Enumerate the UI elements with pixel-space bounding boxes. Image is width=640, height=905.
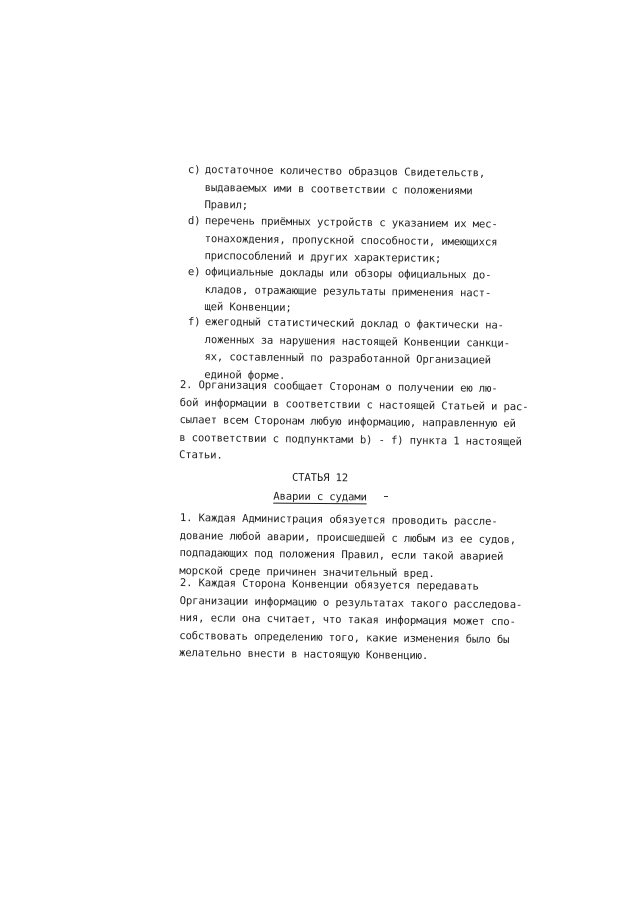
item-label-d: d) <box>187 214 201 228</box>
paragraph-2-line-3: сылает всем Сторонам любую информацию, направленную ей <box>179 413 516 431</box>
paragraph-2-line-4: в соответствии с подпунктами b) - f) пункта 1 настоящей <box>179 431 522 448</box>
item-label-f: f) <box>187 315 201 329</box>
item-c-line-3: Правил; <box>204 198 249 212</box>
item-f-line-4: единой форме. <box>204 368 286 382</box>
item-d-text <box>204 213 497 269</box>
item-f-line-3: ях, составленный по разработанной Организацией <box>204 350 492 367</box>
article-paragraph-1-line-3: подпадающих под положения Правил, если такой аварией <box>179 546 504 563</box>
item-label-c: c) <box>187 163 201 177</box>
article-paragraph-1-line-2: дование любой аварии, происшедшей с любым из ее судов, <box>179 529 517 546</box>
item-d-line-2: тонахождения, пропускной способности, имеющихся <box>204 232 498 249</box>
paragraph-2-line-5: Статьи. <box>178 448 223 462</box>
stray-dash-mark <box>384 496 388 497</box>
article-paragraph-1 <box>179 510 516 584</box>
paragraph-2-line-1: 2. Организация сообщает Сторонам о получении ею лю- <box>179 378 498 395</box>
paragraph-2 <box>179 377 529 469</box>
article-paragraph-1-line-4: морской среде причинен значительный вред. <box>179 564 435 580</box>
item-f-text <box>204 314 510 388</box>
item-c-text <box>204 162 485 218</box>
article-paragraph-2-line-1: 2. Каждая Сторона Конвенции обязуется передавать <box>179 576 479 593</box>
article-subheading: Аварии с судами <box>273 490 367 504</box>
item-f-line-1: ежегодный статистический доклад о фактически на- <box>204 315 504 332</box>
item-d-line-1: перечень приёмных устройств с указанием их мес- <box>204 214 498 231</box>
article-heading: СТАТЬЯ 12 <box>291 471 349 485</box>
item-e-line-1: официальные доклады или обзоры официальных до- <box>204 265 492 282</box>
article-paragraph-2-line-3: ния, если она считает, что такая информация может спо- <box>179 611 516 629</box>
item-c-line-1: достаточное количество образцов Свидетельств, <box>204 163 486 180</box>
item-f-line-2: ложенных за нарушения настоящей Конвенции санкци- <box>204 333 510 350</box>
article-paragraph-2-line-5: желательно внести в настоящую Конвенцию. <box>178 646 429 663</box>
article-paragraph-2 <box>179 575 523 667</box>
article-paragraph-1-line-1: 1. Каждая Администрация обязуется проводить рассле- <box>179 511 498 528</box>
paragraph-2-line-2: бой информации в соответствии с настоящей Статьей и рас- <box>179 396 529 413</box>
item-d-line-3: приспособлений и других характеристик; <box>204 249 442 265</box>
item-e-line-3: щей Конвенции; <box>204 300 292 315</box>
item-label-e: e) <box>187 265 201 279</box>
article-paragraph-2-line-4: собствовать определению того, какие изменения было бы <box>179 629 510 646</box>
item-e-text <box>204 264 491 320</box>
article-paragraph-2-line-2: Организации информацию о результатах такого расследова- <box>179 594 523 611</box>
item-c-line-2: выдаваемых ими в соответствии с положениями <box>204 181 473 197</box>
item-e-line-2: кладов, отражающие результаты применения наст- <box>204 283 492 299</box>
